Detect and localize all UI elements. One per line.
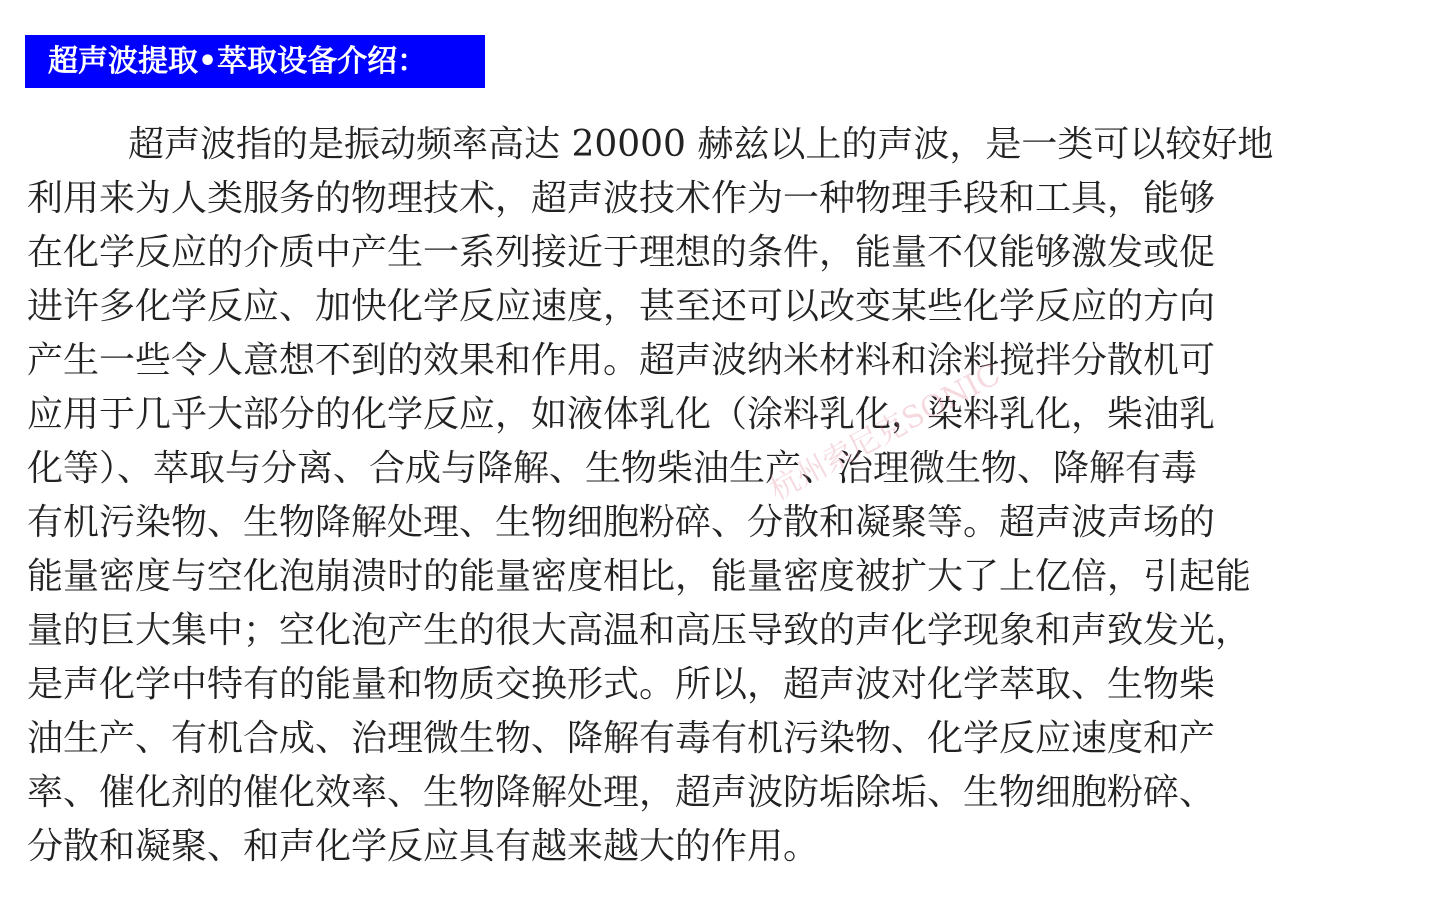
paragraph-line: 量的巨大集中；空化泡产生的很大高温和高压导致的声化学现象和声致发光， xyxy=(27,610,1252,651)
paragraph-line: 在化学反应的介质中产生一系列接近于理想的条件，能量不仅能够激发或促 xyxy=(27,232,1216,273)
description-paragraph xyxy=(27,118,1417,874)
section-title: 超声波提取•萃取设备介绍： xyxy=(25,35,485,88)
paragraph-line: 分散和凝聚、和声化学反应具有越来越大的作用。 xyxy=(27,826,820,867)
paragraph-line: 超声波指的是振动频率高达 20000 赫兹以上的声波，是一类可以较好地 xyxy=(128,124,1274,165)
paragraph-line: 油生产、有机合成、治理微生物、降解有毒有机污染物、化学反应速度和产 xyxy=(27,718,1216,759)
paragraph-line: 利用来为人类服务的物理技术，超声波技术作为一种物理手段和工具，能够 xyxy=(27,178,1216,219)
paragraph-line: 化等）、萃取与分离、合成与降解、生物柴油生产、治理微生物、降解有毒 xyxy=(27,448,1198,489)
watermark: 杭州索尼克SONIC xyxy=(763,356,1007,508)
paragraph-line: 应用于几乎大部分的化学反应，如液体乳化（涂料乳化，染料乳化，柴油乳 xyxy=(27,394,1216,435)
paragraph-line: 率、催化剂的催化效率、生物降解处理，超声波防垢除垢、生物细胞粉碎、 xyxy=(27,772,1216,813)
paragraph-line: 进许多化学反应、加快化学反应速度，甚至还可以改变某些化学反应的方向 xyxy=(27,286,1216,327)
paragraph-line: 能量密度与空化泡崩溃时的能量密度相比，能量密度被扩大了上亿倍，引起能 xyxy=(27,556,1252,597)
paragraph-line: 有机污染物、生物降解处理、生物细胞粉碎、分散和凝聚等。超声波声场的 xyxy=(27,502,1216,543)
paragraph-line: 是声化学中特有的能量和物质交换形式。所以，超声波对化学萃取、生物柴 xyxy=(27,664,1216,705)
paragraph-line: 产生一些令人意想不到的效果和作用。超声波纳米材料和涂料搅拌分散机可 xyxy=(27,340,1216,381)
